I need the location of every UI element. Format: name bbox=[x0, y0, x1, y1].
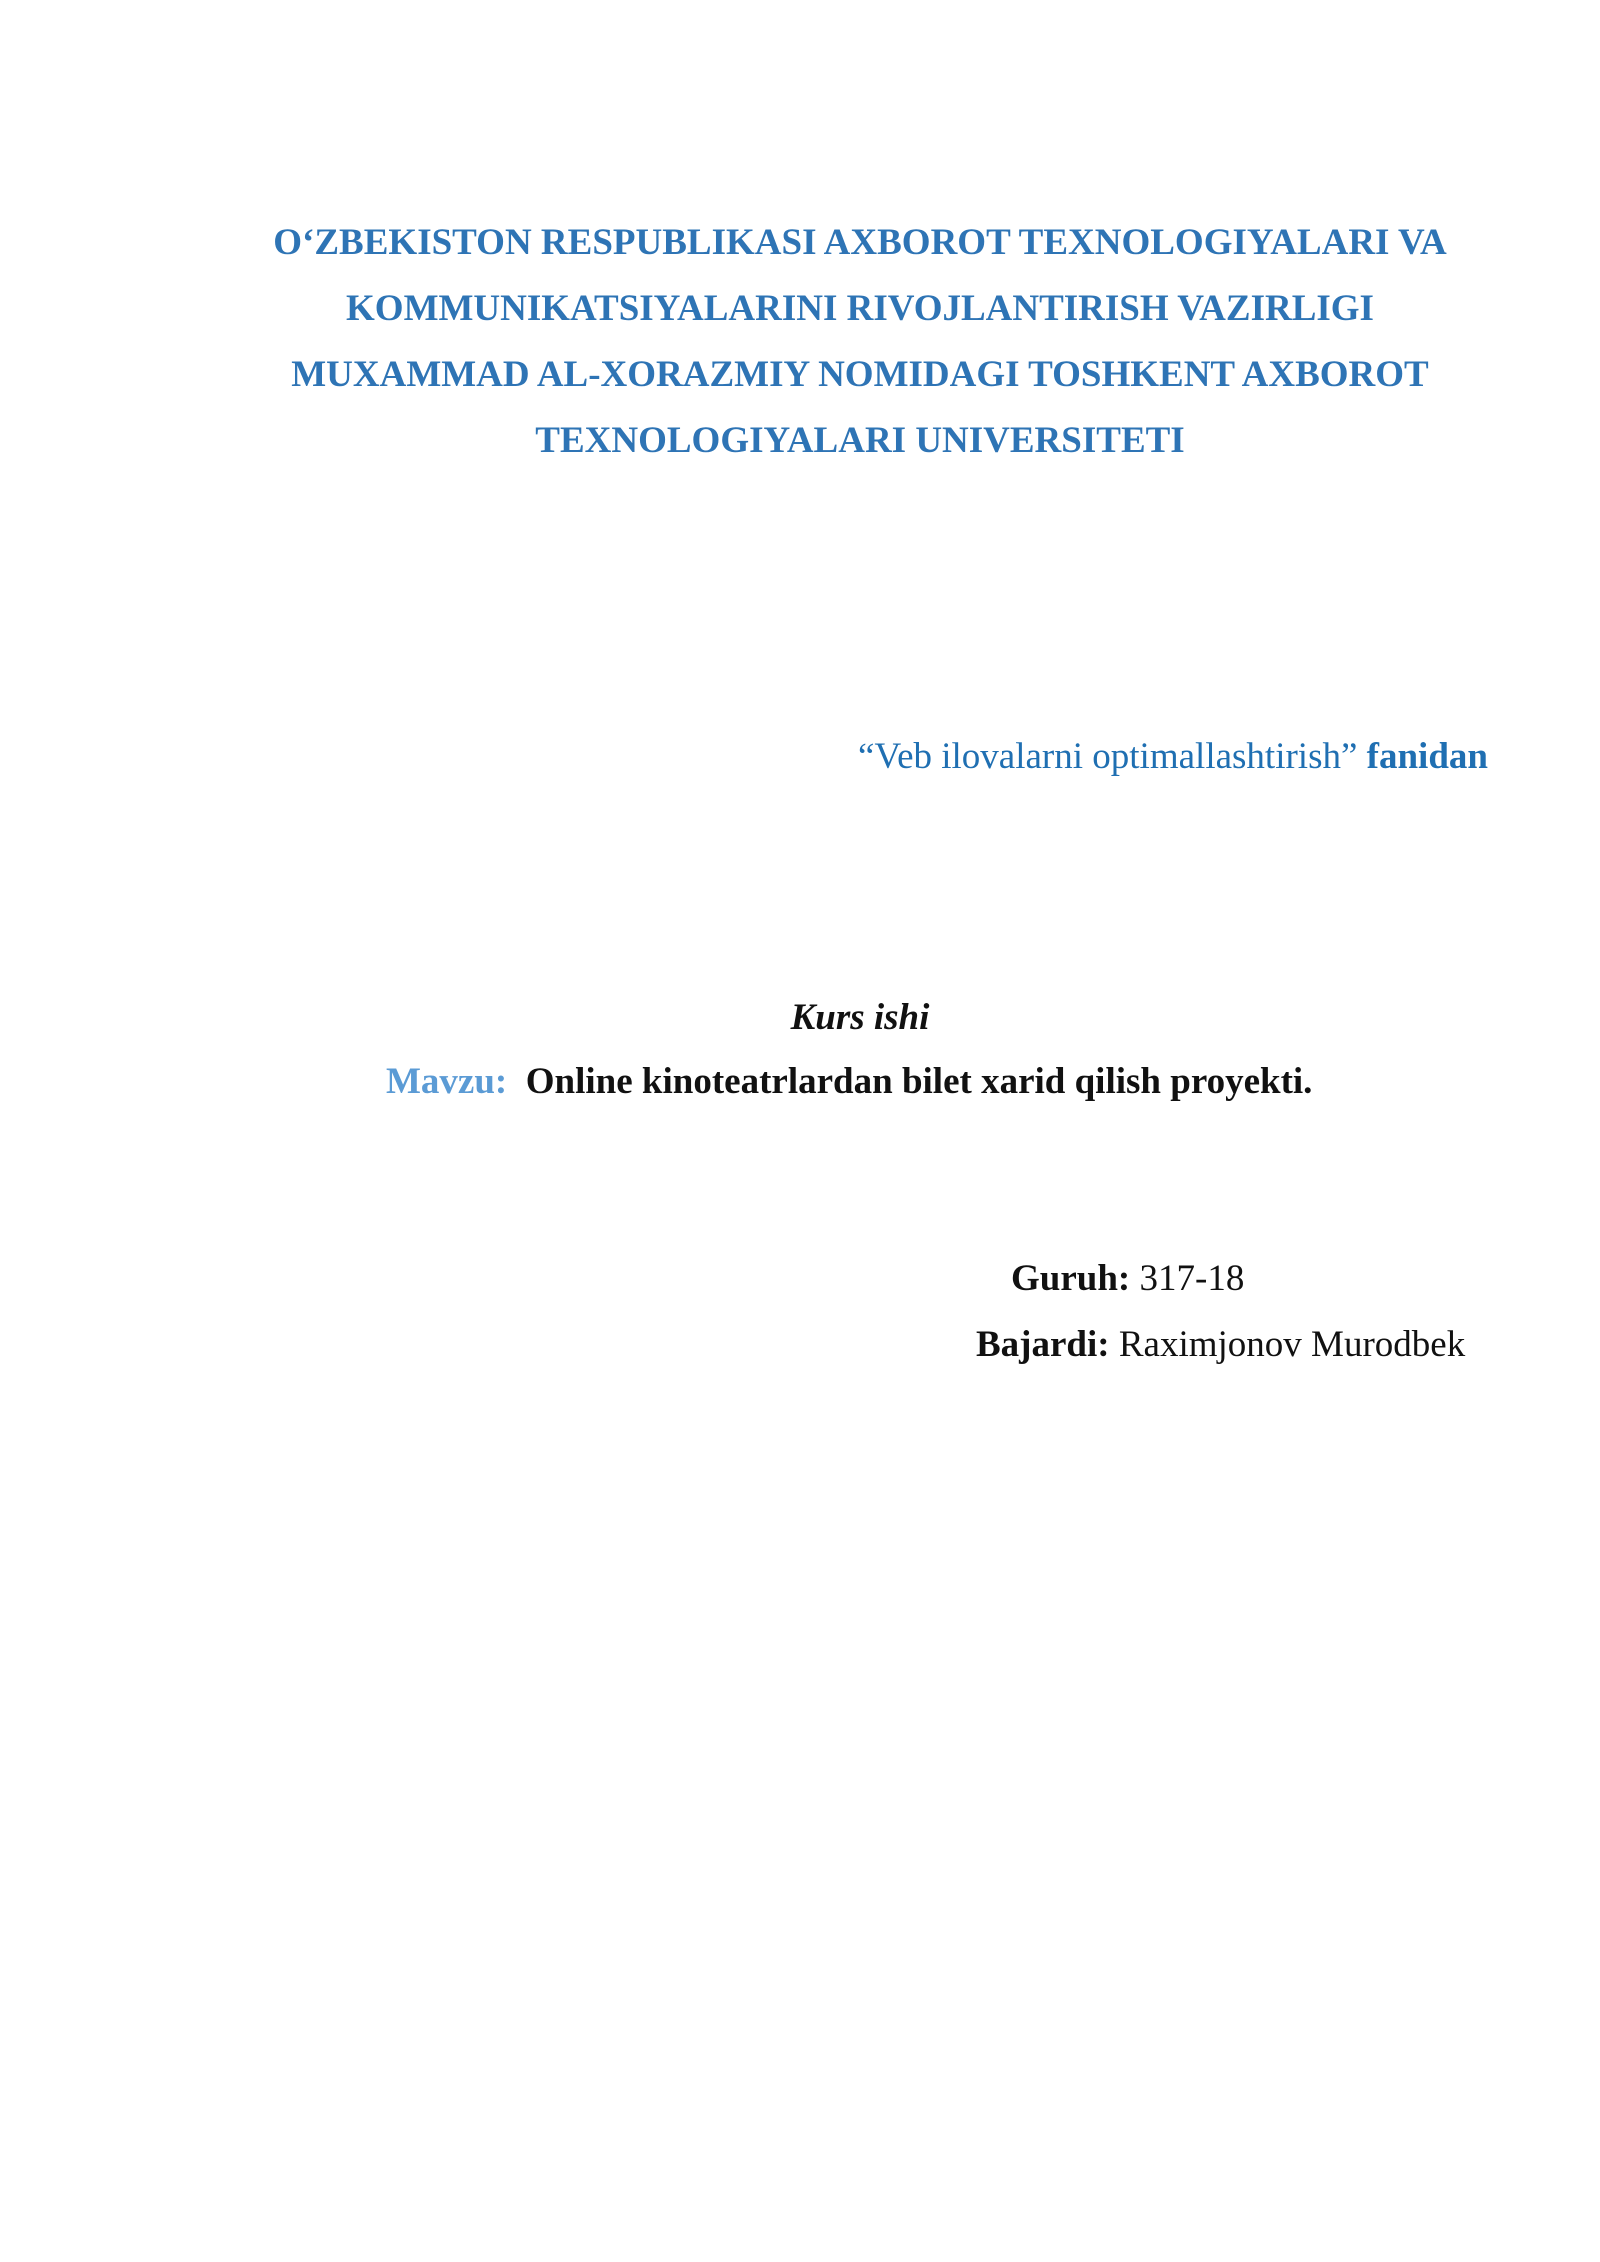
topic-value: Online kinoteatrlardan bilet xarid qilish proyekti. bbox=[525, 1061, 1313, 1102]
course-subject bbox=[858, 735, 1488, 778]
topic-label: Mavzu: bbox=[386, 1061, 508, 1102]
author-value: Raximjonov Murodbek bbox=[1118, 1324, 1466, 1365]
group-label: Guruh: bbox=[1011, 1258, 1131, 1299]
header-line-3: MUXAMMAD AL-XORAZMIY NOMIDAGI TOSHKENT AXBOROT bbox=[291, 354, 1429, 395]
group-line bbox=[1011, 1257, 1244, 1300]
author-label: Bajardi: bbox=[976, 1324, 1110, 1365]
group-value: 317-18 bbox=[1139, 1258, 1245, 1299]
subject-name: “Veb ilovalarni optimallashtirish” bbox=[858, 736, 1358, 777]
work-type-title: Kurs ishi bbox=[790, 997, 930, 1038]
header-line-2: KOMMUNIKATSIYALARINI RIVOJLANTIRISH VAZIRLIGI bbox=[346, 288, 1374, 329]
header-line-1: O‘ZBEKISTON RESPUBLIKASI AXBOROT TEXNOLOGIYALARI VA bbox=[273, 222, 1447, 263]
topic-line bbox=[386, 1060, 1312, 1103]
subject-suffix: fanidan bbox=[1366, 736, 1488, 777]
author-line bbox=[976, 1323, 1465, 1366]
header-line-4: TEXNOLOGIYALARI UNIVERSITETI bbox=[535, 420, 1185, 461]
institution-header bbox=[200, 210, 1520, 474]
